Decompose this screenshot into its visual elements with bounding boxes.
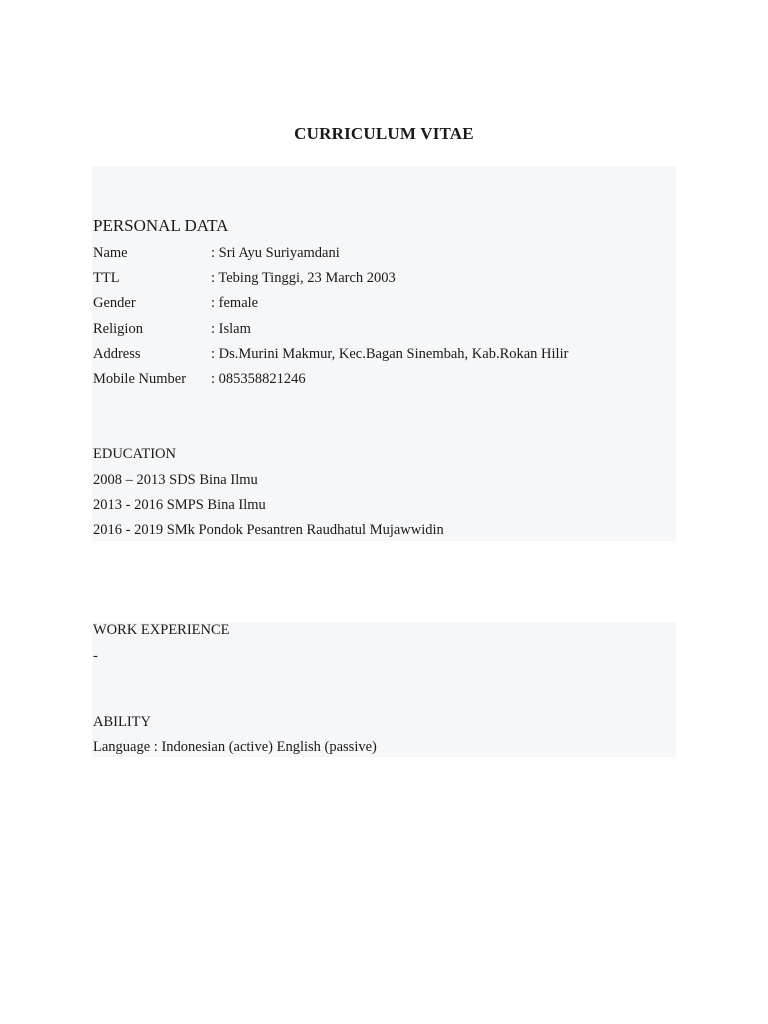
field-label: Religion xyxy=(93,321,143,337)
field-label: Gender xyxy=(93,295,136,311)
field-value: : Tebing Tinggi, 23 March 2003 xyxy=(211,270,396,286)
education-item: 2013 - 2016 SMPS Bina Ilmu xyxy=(93,497,266,513)
field-label: Name xyxy=(93,245,128,261)
field-row-religion xyxy=(93,321,251,341)
work-item: - xyxy=(93,648,98,664)
section-heading-work-experience: WORK EXPERIENCE xyxy=(93,622,230,638)
ability-item: Language : Indonesian (active) English (passive) xyxy=(93,739,377,755)
section-heading-personal-data: PERSONAL DATA xyxy=(93,216,229,235)
field-label: Mobile Number xyxy=(93,371,187,387)
document-title: CURRICULUM VITAE xyxy=(294,124,474,143)
field-value: : female xyxy=(211,295,259,311)
field-value: : Ds.Murini Makmur, Kec.Bagan Sinembah, Kab.Rokan Hilir xyxy=(211,346,569,362)
field-label: Address xyxy=(93,346,141,362)
section-heading-ability: ABILITY xyxy=(93,714,151,730)
education-item: 2016 - 2019 SMk Pondok Pesantren Raudhatul Mujawwidin xyxy=(93,522,444,538)
field-row-mobile-number xyxy=(93,371,306,391)
field-value: : Islam xyxy=(211,321,251,337)
field-value: : 085358821246 xyxy=(211,371,306,387)
field-label: TTL xyxy=(93,270,120,286)
field-value: : Sri Ayu Suriyamdani xyxy=(211,245,340,261)
field-row-name xyxy=(93,245,340,265)
section-heading-education: EDUCATION xyxy=(93,446,176,462)
education-item: 2008 – 2013 SDS Bina Ilmu xyxy=(93,472,258,488)
field-row-address xyxy=(93,346,568,366)
field-row-ttl xyxy=(93,270,396,290)
field-row-gender xyxy=(93,295,258,315)
content-block-work-ability xyxy=(92,622,676,757)
